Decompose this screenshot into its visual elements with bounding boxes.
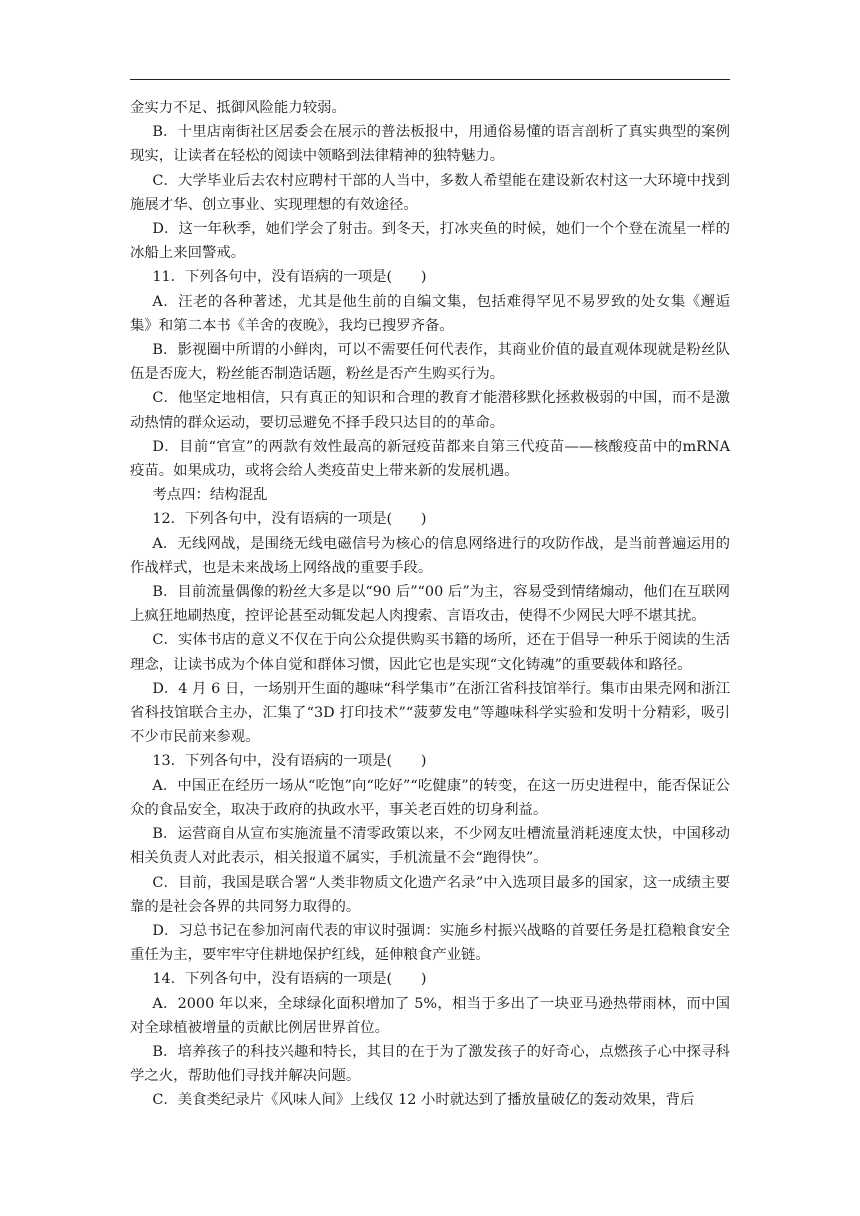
paragraph: D．4 月 6 日，一场别开生面的趣味“科学集市”在浙江省科技馆举行。集市由果壳网和浙江省科技馆联合主办，汇集了“3D 打印技术”“菠萝发电”等趣味科学实验和发明十分精彩，吸引不少市民前来参观。	[130, 680, 730, 746]
paragraph: A．无线网战，是围绕无线电磁信号为核心的信息网络进行的攻防作战，是当前普遍运用的作战样式，也是未来战场上网络战的重要手段。	[130, 535, 730, 576]
paragraph: 考点四：结构混乱	[152, 487, 268, 504]
paragraph: B．运营商自从宣布实施流量不清零政策以来，不少网友吐槽流量消耗速度太快，中国移动相关负责人对此表示，相关报道不属实，手机流量不会“跑得快”。	[130, 826, 730, 867]
paragraph: D．习总书记在参加河南代表的审议时强调：实施乡村振兴战略的首要任务是扛稳粮食安全重任为主，要牢牢守住耕地保护红线，延伸粮食产业链。	[130, 922, 730, 964]
paragraph: C．美食类纪录片《风味人间》上线仅 12 小时就达到了播放量破亿的轰动效果，背后	[152, 1092, 695, 1109]
paragraph: B．目前流量偶像的粉丝大多是以“90 后”“00 后”为主，容易受到情绪煽动，他们在互联网上疯狂地刷热度，控评论甚至动辄发起人肉搜索、言语攻击，使得不少网民大呼不堪其扰。	[130, 584, 730, 625]
paragraph: C．大学毕业后去农村应聘村干部的人当中，多数人希望能在建设新农村这一大环境中找到施展才华、创立事业、实现理想的有效途径。	[130, 172, 730, 213]
paragraph: C．目前，我国是联合署“人类非物质文化遗产名录”中入选项目最多的国家，这一成绩主要靠的是社会各界的共同努力取得的。	[130, 874, 730, 915]
header-rule	[130, 79, 730, 80]
paragraph: 12．下列各句中，没有语病的一项是( )	[152, 511, 427, 528]
paragraph: A．2000 年以来，全球绿化面积增加了 5%，相当于多出了一块亚马逊热带雨林，而中国对全球植被增量的贡献比例居世界首位。	[130, 995, 730, 1036]
paragraph: C．他坚定地相信，只有真正的知识和合理的教育才能潜移默化拯救极弱的中国，而不是激动热情的群众运动，要切忌避免不择手段只达目的的革命。	[130, 390, 730, 431]
paragraph: C．实体书店的意义不仅在于向公众提供购买书籍的场所，还在于倡导一种乐于阅读的生活理念，让读书成为个体自觉和群体习惯，因此它也是实现“文化铸魂”的重要载体和路径。	[130, 632, 730, 673]
paragraph: B．十里店南街社区居委会在展示的普法板报中，用通俗易懂的语言剖析了真实典型的案例现实，让读者在轻松的阅读中领略到法律精神的独特魅力。	[130, 124, 730, 165]
paragraph: A．中国正在经历一场从“吃饱”向“吃好”“吃健康”的转变，在这一历史进程中，能否保证公众的食品安全，取决于政府的执政水平，事关老百姓的切身利益。	[130, 777, 730, 818]
paragraph: 11．下列各句中，没有语病的一项是( )	[152, 269, 427, 286]
paragraph: D．目前“官宣”的两款有效性最高的新冠疫苗都来自第三代疫苗——核酸疫苗中的mRNA 疫苗。如果成功，或将会给人类疫苗史上带来新的发展机遇。	[130, 438, 730, 480]
paragraph: B．培养孩子的科技兴趣和特长，其目的在于为了激发孩子的好奇心，点燃孩子心中探寻科学之火，帮助他们寻找并解决问题。	[130, 1043, 730, 1085]
paragraph: 金实力不足、抵御风险能力较弱。	[130, 100, 346, 116]
document-body	[130, 96, 730, 1113]
paragraph: 14．下列各句中，没有语病的一项是( )	[152, 971, 427, 988]
paragraph: 13．下列各句中，没有语病的一项是( )	[152, 753, 427, 770]
paragraph: A．汪老的各种著述，尤其是他生前的自编文集，包括难得罕见不易罗致的处女集《邂逅集》和第二本书《羊舍的夜晚》，我均已搜罗齐备。	[130, 293, 730, 334]
paragraph: B．影视圈中所谓的小鲜肉，可以不需要任何代表作，其商业价值的最直观体现就是粉丝队伍是否庞大，粉丝能否制造话题，粉丝是否产生购买行为。	[130, 342, 730, 383]
paragraph: D．这一年秋季，她们学会了射击。到冬天，打冰夹鱼的时候，她们一个个登在流星一样的冰船上来回警戒。	[130, 221, 730, 262]
